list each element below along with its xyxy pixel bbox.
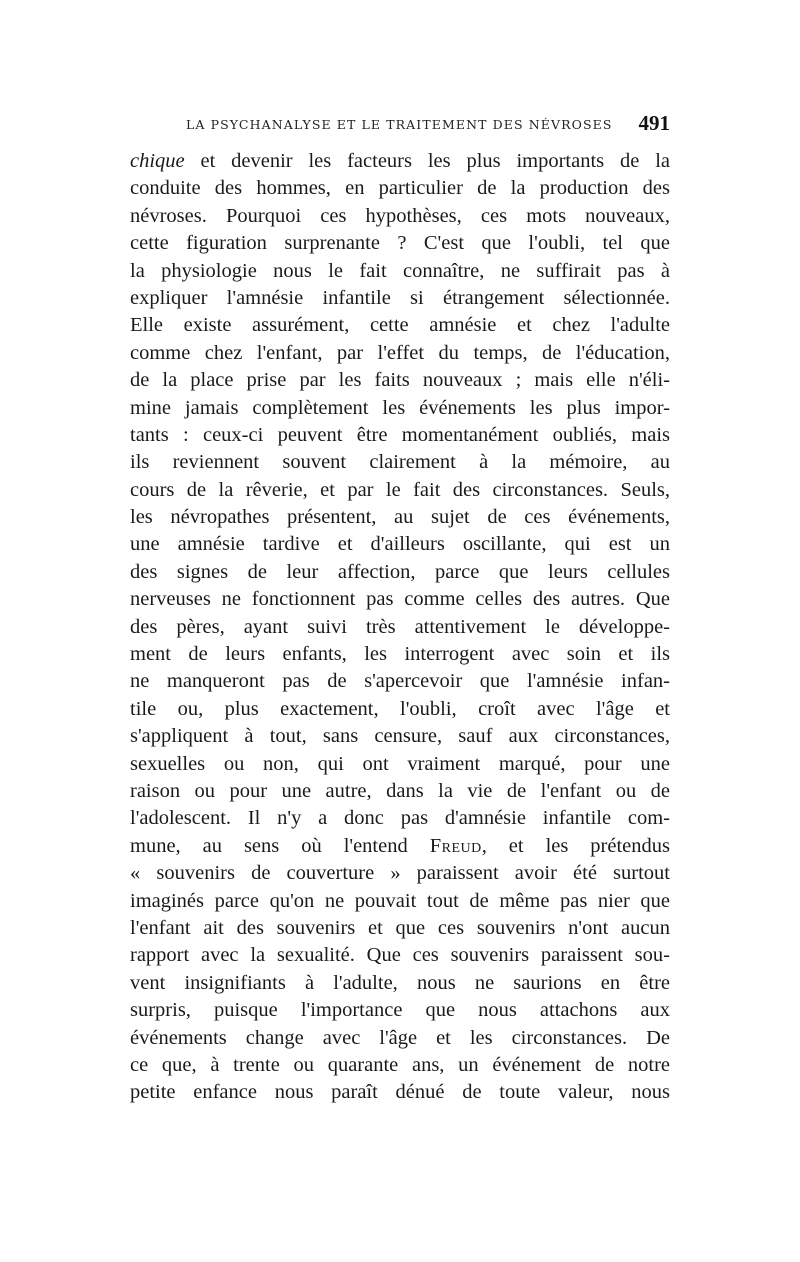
text-line: comme chez l'enfant, par l'effet du temps, de l'éducation, xyxy=(130,341,670,364)
text-line: rapport avec la sexualité. Que ces souvenirs paraissent sou- xyxy=(130,944,670,967)
text-line: sexuelles ou non, qui ont vraiment marqué, pour une xyxy=(130,752,670,775)
text-line: tants : ceux-ci peuvent être momentanément oubliés, mais xyxy=(130,423,670,446)
body-text xyxy=(130,148,670,1107)
text-line: névroses. Pourquoi ces hypothèses, ces mots nouveaux, xyxy=(130,204,670,227)
running-title: LA PSYCHANALYSE ET LE TRAITEMENT DES NÉVROSES xyxy=(186,117,613,132)
text-line: « souvenirs de couverture » paraissent avoir été surtout xyxy=(130,862,670,885)
text-line: les névropathes présentent, au sujet de ces événements, xyxy=(130,506,670,529)
text-line: conduite des hommes, en particulier de la production des xyxy=(130,177,670,200)
text-line: ne manqueront pas de s'apercevoir que l'amnésie infan- xyxy=(130,670,670,693)
text-line: expliquer l'amnésie infantile si étrangement sélectionnée. xyxy=(130,286,670,309)
text-line: l'enfant ait des souvenirs et que ces souvenirs n'ont aucun xyxy=(130,916,670,939)
text-line: des pères, ayant suivi très attentivement le développe- xyxy=(130,615,670,638)
text-line: Elle existe assurément, cette amnésie et chez l'adulte xyxy=(130,314,670,337)
text-line: cours de la rêverie, et par le fait des circonstances. Seuls, xyxy=(130,478,670,501)
text-line: cette figuration surprenante ? C'est que l'oubli, tel que xyxy=(130,232,670,255)
running-head xyxy=(130,111,670,137)
text-line: ment de leurs enfants, les interrogent avec soin et ils xyxy=(130,643,670,666)
text-line: ce que, à trente ou quarante ans, un événement de notre xyxy=(130,1053,670,1076)
text-line: événements change avec l'âge et les circonstances. De xyxy=(130,1026,670,1049)
text-line: imaginés parce qu'on ne pouvait tout de même pas nier que xyxy=(130,889,670,912)
text-line: surpris, puisque l'importance que nous attachons aux xyxy=(130,999,670,1022)
text-line: petite enfance nous paraît dénué de toute valeur, nous xyxy=(130,1081,670,1104)
text-line: de la place prise par les faits nouveaux ; mais elle n'éli- xyxy=(130,369,670,392)
text-line: chique et devenir les facteurs les plus importants de la xyxy=(130,150,670,172)
text-line: tile ou, plus exactement, l'oubli, croît avec l'âge et xyxy=(130,697,670,720)
text-line: l'adolescent. Il n'y a donc pas d'amnésie infantile com- xyxy=(130,807,670,830)
text-line: la physiologie nous le fait connaître, ne suffirait pas à xyxy=(130,259,670,282)
text-line: nerveuses ne fonctionnent pas comme celles des autres. Que xyxy=(130,588,670,611)
page-number: 491 xyxy=(638,111,670,135)
text-line: mine jamais complètement les événements les plus impor- xyxy=(130,396,670,419)
text-line: une amnésie tardive et d'ailleurs oscillante, qui est un xyxy=(130,533,670,556)
text-line: ils reviennent souvent clairement à la mémoire, au xyxy=(130,451,670,474)
text-line: des signes de leur affection, parce que leurs cellules xyxy=(130,560,670,583)
text-line: mune, au sens où l'entend Freud, et les prétendus xyxy=(130,834,670,857)
text-line: vent insignifiants à l'adulte, nous ne saurions en être xyxy=(130,971,670,994)
author-name: Freud xyxy=(429,834,482,857)
text-line: raison ou pour une autre, dans la vie de l'enfant ou de xyxy=(130,779,670,802)
italic-word: chique xyxy=(130,150,185,172)
text-line: s'appliquent à tout, sans censure, sauf aux circonstances, xyxy=(130,725,670,748)
